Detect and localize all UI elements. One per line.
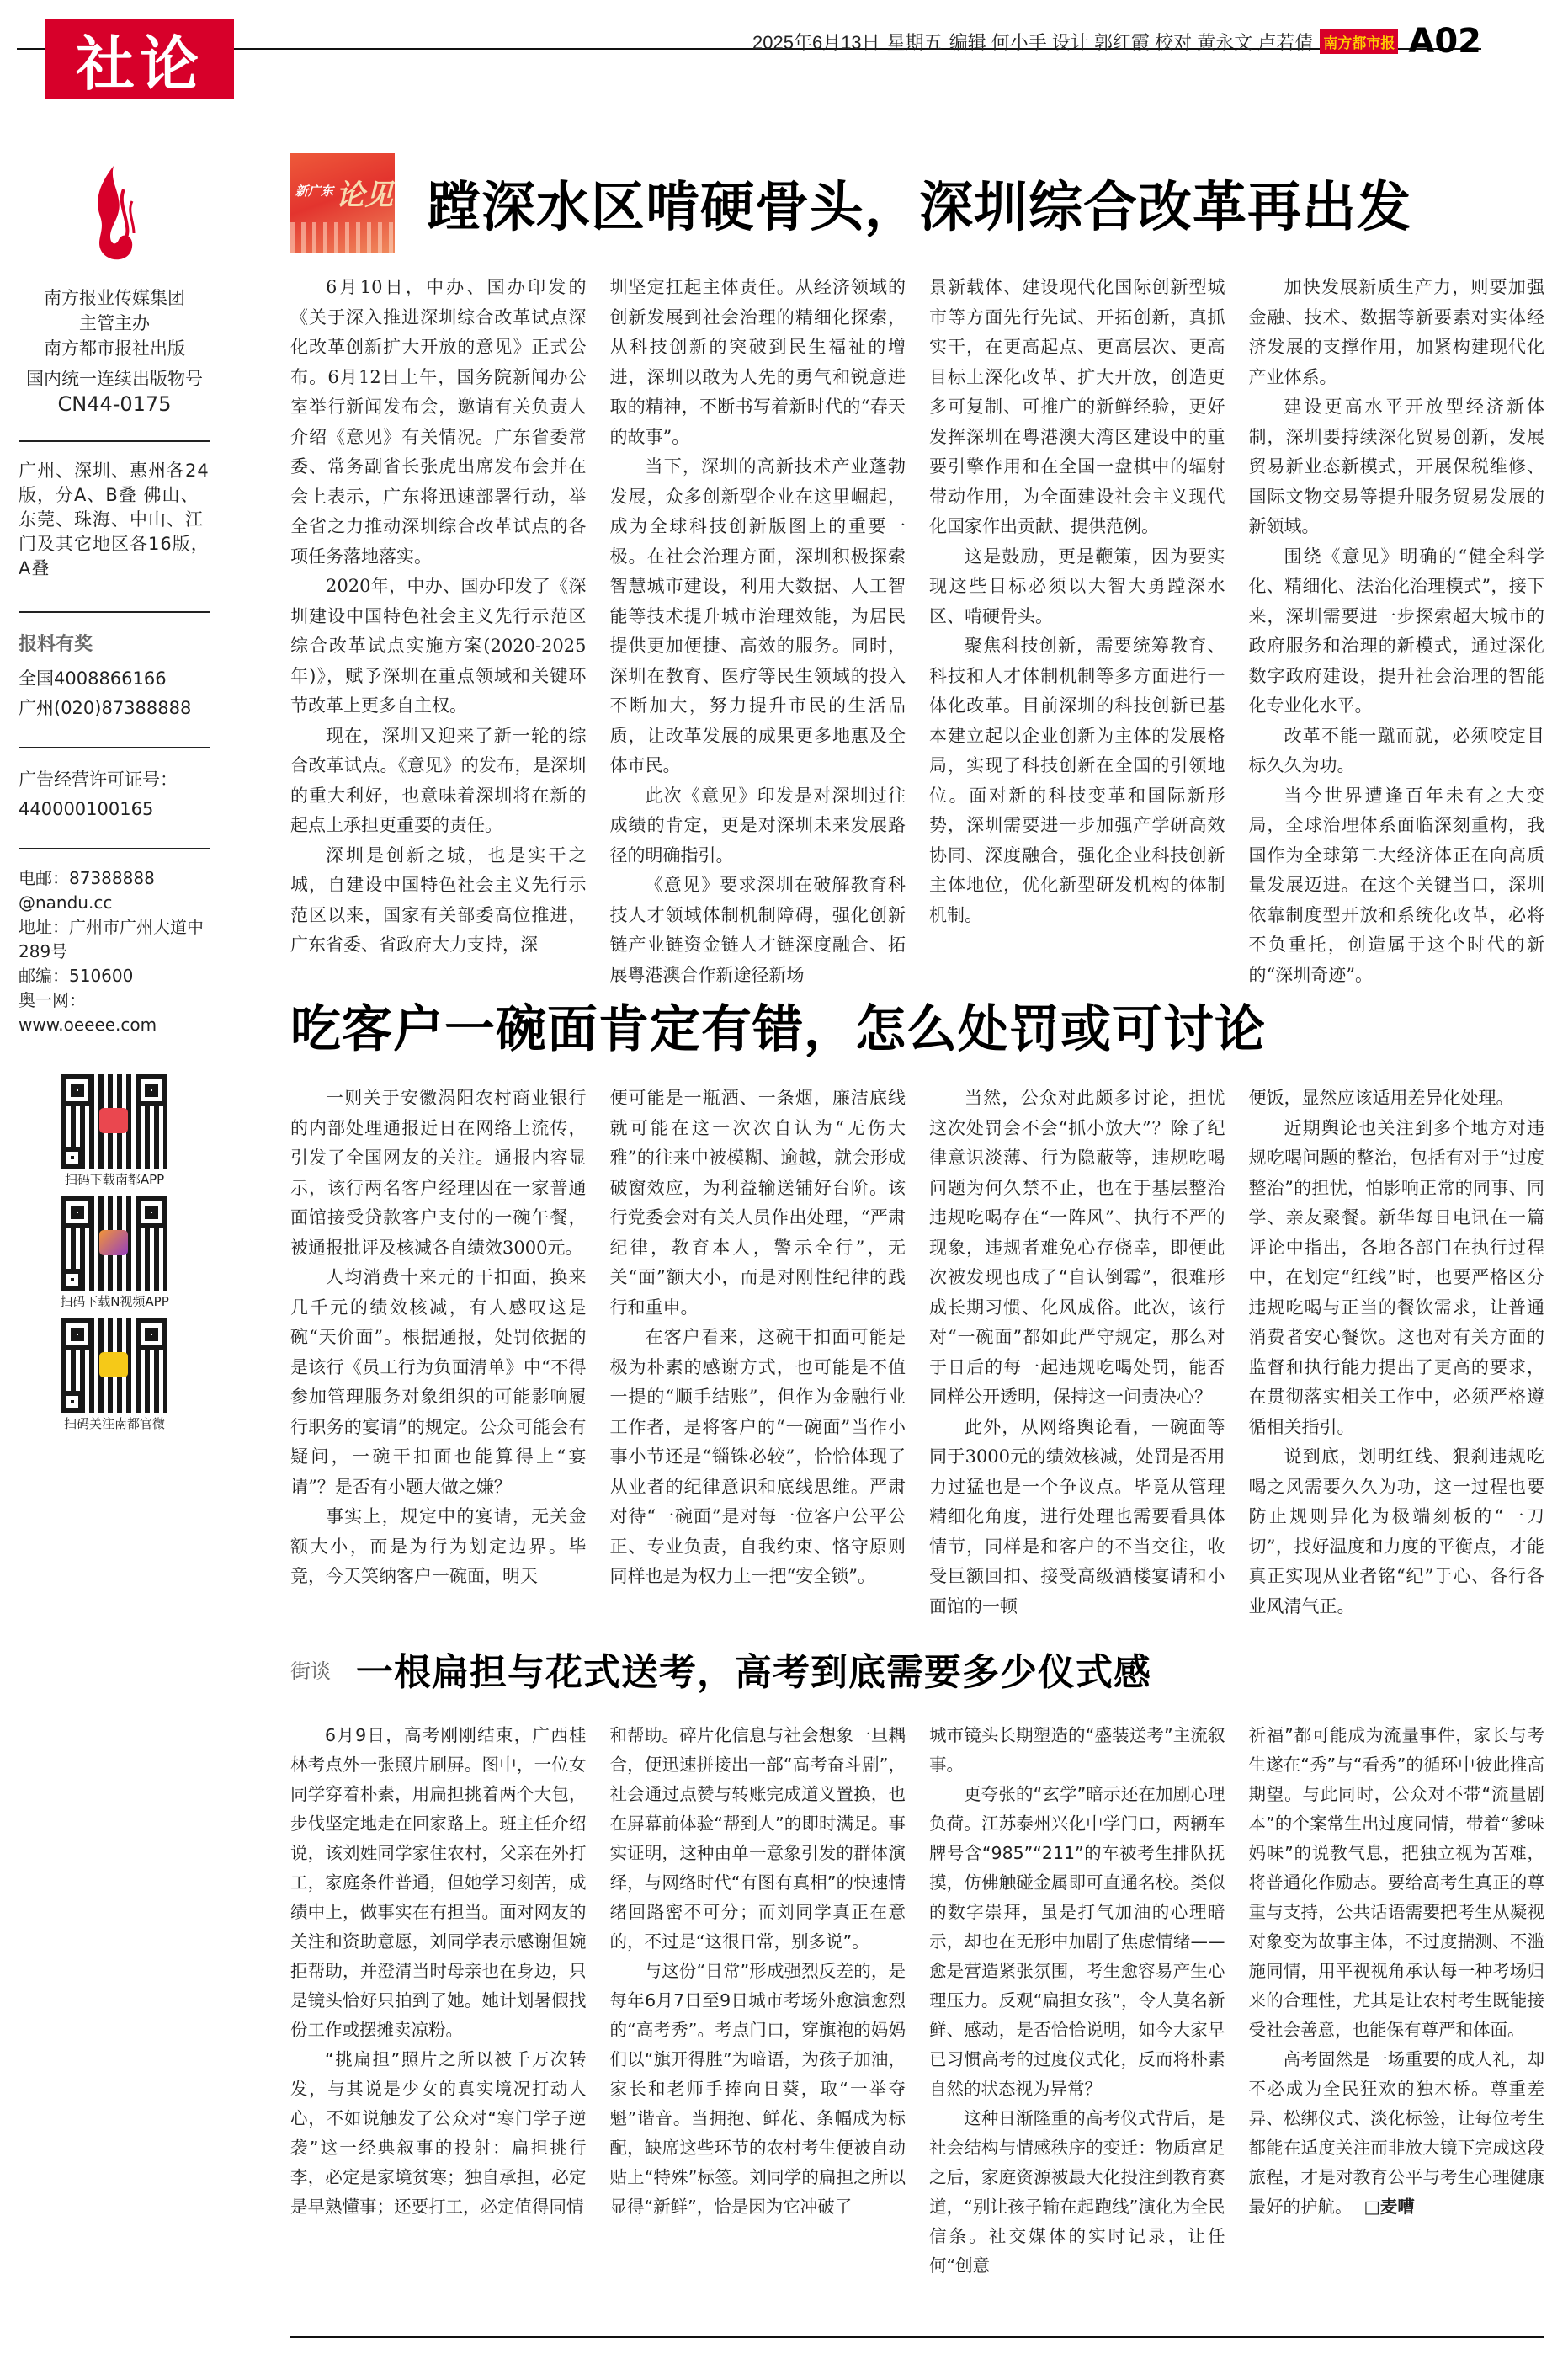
postcode: 邮编：510600	[19, 966, 134, 986]
article-column	[1249, 273, 1545, 990]
issue-weekday: 星期五	[886, 31, 943, 53]
article-headline: 一根扁担与花式送考，高考到底需要多少仪式感	[356, 1651, 1151, 1694]
qr-caption: 扫码下载南都APP	[64, 1172, 165, 1187]
paragraph: 此次《意见》印发是对深圳过往成绩的肯定，更是对深圳未来发展路径的明确指引。	[609, 785, 906, 865]
sidebar-divider	[19, 611, 210, 613]
paragraph: 这是鼓励，更是鞭策，因为要实现这些目标必须以大智大勇蹚深水区、啃硬骨头。	[929, 546, 1225, 626]
article-column	[610, 1721, 906, 2281]
paragraph: 6月9日，高考刚刚结束，广西桂林考点外一张照片刷屏。图中，一位女同学穿着朴素，用扁担挑着两个大包，步伐坚定地走在回家路上。班主任介绍说，该刘姓同学家住农村，父亲在外打工，家庭条件普通，但她学习刻苦，成绩中上，做事实在有担当。面对网友的关注和资助意愿，刘同学表示感谢但婉拒帮助，并澄清当时母亲也在身边，只是镜头恰好只拍到了她。她计划暑假找份工作或摆摊卖凉粉。	[290, 1725, 587, 2040]
article-column	[929, 273, 1225, 990]
article-column	[290, 1721, 587, 2281]
section-badge: 社论	[45, 19, 234, 99]
article-column	[610, 1084, 906, 1622]
page-credits: 编辑 何小手 设计 郭红霞 校对 黄永文 卢若倩	[949, 31, 1314, 53]
paragraph: 说到底，划明红线、狠刹违规吃喝之风需要久久为功，这一过程也要防止规则异化为极端刻板的“一刀切”，找好温度和力度的平衡点，才能真正实现从业者铭“纪”于心、各行各业风清气正。	[1248, 1446, 1544, 1616]
article-headline: 吃客户一碗面肯定有错，怎么处罚或可讨论	[290, 1000, 1266, 1059]
publisher-role: 主管主办	[79, 313, 150, 333]
paragraph: 2020年，中办、国办印发了《深圳建设中国特色社会主义先行示范区综合改革试点实施方案(2020-2025年)》，赋予深圳在重点领域和关键环节改革上更多自主权。	[290, 576, 587, 716]
email-label: 电邮：87388888	[19, 868, 155, 888]
tip-national-phone: 全国4008866166	[19, 668, 167, 689]
bottom-rule	[290, 2336, 1544, 2338]
badge-text: 新广东	[295, 184, 334, 199]
website-link[interactable]: www.oeeee.com	[19, 1015, 157, 1035]
paragraph: 和帮助。碎片化信息与社会想象一旦耦合，便迅速拼接出一部“高考奋斗剧”，社会通过点赞与转账完成道义置换，也在屏幕前体验“帮到人”的即时满足。事实证明，这种由单一意象引发的群体演绎，与网络时代“有图有真相”的快速情绪回路密不可分；而刘同学真正在意的，不过是“这很日常，别多说”。	[609, 1725, 906, 1952]
sidebar-divider	[19, 440, 210, 442]
article-column	[610, 273, 906, 990]
article-body	[290, 1084, 1544, 1622]
qr-code-icon	[61, 1318, 167, 1413]
brand-logo: 南方都市报	[1320, 29, 1398, 54]
paragraph: 更夸张的“玄学”暗示还在加剧心理负荷。江苏泰州兴化中学门口，两辆车牌号含“985”“211”的车被考生排队抚摸，仿佛触碰金属即可直通名校。类似的数字崇拜，虽是打气加油的心理暗示，却也在无形中加剧了焦虑情绪——愈是营造紧张氛围，考生愈容易产生心理压力。反观“扁担女孩”，令人莫名新鲜、感动，是否恰恰说明，如今大家早已习惯高考的过度仪式化，反而将朴素自然的状态视为异常？	[929, 1784, 1225, 2099]
paragraph: 加快发展新质生产力，则要加强金融、技术、数据等新要素对实体经济发展的支撑作用，加紧构建现代化产业体系。	[1248, 277, 1544, 387]
column-badge	[290, 153, 395, 253]
article-bank-noodle	[290, 989, 1544, 1622]
paragraph: 改革不能一蹴而就，必须咬定目标久久为功。	[1248, 725, 1544, 775]
qr-nd-app[interactable]	[60, 1074, 169, 1188]
paragraph: 此外，从网络舆论看，一碗面等同于3000元的绩效核减，处罚是否用力过猛也是一个争议点。毕竟从管理精细化角度，进行处理也需要看具体情节，同样是和客户的不当交往，收受巨额回扣、接受高级酒楼宴请和小面馆的一顿	[929, 1416, 1225, 1616]
article-column	[290, 273, 587, 990]
paragraph: 近期舆论也关注到多个地方对违规吃喝问题的整治，包括有对于“过度整治”的担忧，怕影响正常的同事、同学、亲友聚餐。新华每日电讯在一篇评论中指出，各地各部门在执行过程中，在划定“红线”时，也要严格区分违规吃喝与正当的餐饮需求，让普通消费者安心餐饮。这也对有关方面的监督和执行能力提出了更高的要求，在贯彻落实相关工作中，必须严格遵循相关指引。	[1248, 1117, 1544, 1437]
paragraph: 便可能是一瓶酒、一条烟，廉洁底线就可能在这一次次自认为“无伤大雅”的往来中被模糊、逾越，就会形成破窗效应，为利益输送铺好台阶。该行党委会对有关人员作出处理，“严肃纪律，教育本人，警示全行”，无关“面”额大小，而是对刚性纪律的践行和重申。	[609, 1088, 906, 1318]
paragraph: 高考固然是一场重要的成人礼，却不必成为全民狂欢的独木桥。尊重差异、松绑仪式、淡化标签，让每位考生都能在适度关注而非放大镜下完成这段旅程，才是对教育公平与考生心理健康最好的护航。 □麦嘈	[1248, 2049, 1544, 2217]
paragraph: 建设更高水平开放型经济新体制，深圳要持续深化贸易创新，发展贸易新业态新模式，开展保税维修、国际文物交易等提升服务贸易发展的新领域。	[1248, 397, 1544, 536]
paragraph: 圳坚定扛起主体责任。从经济领域的创新发展到社会治理的精细化探索，从科技创新的突破到民生福祉的增进，深圳以敢为人先的勇气和锐意进取的精神，不断书写着新时代的“春天的故事”。	[609, 277, 906, 447]
article-gaokao-ritual	[290, 1642, 1544, 2281]
news-tip-title: 报料有奖	[19, 634, 93, 655]
qr-caption: 扫码关注南都官微	[63, 1416, 165, 1431]
article-column	[290, 1084, 587, 1622]
paragraph: 当今世界遭逢百年未有之大变局，全球治理体系面临深刻重构，我国作为全球第二大经济体正在向高质量发展迈进。在这个关键当口，深圳依靠制度型开放和系统化改革，必将不负重托，创造属于这个时代的新的“深圳奇迹”。	[1248, 785, 1544, 985]
skyline-icon	[290, 222, 395, 253]
nd-app-icon	[99, 1108, 128, 1133]
nandu-wechat-icon	[99, 1352, 128, 1377]
paragraph: 与这份“日常”形成强烈反差的，是每年6月7日至9日城市考场外愈演愈烈的“高考秀”。考点门口，穿旗袍的妈妈们以“旗开得胜”为暗语，为孩子加油，家长和老师手捧向日葵，取“一举夺魁”谐音。当拥抱、鲜花、条幅成为标配，缺席这些环节的农村考生便被自动贴上“特殊”标签。刘同学的扁担之所以显得“新鲜”，恰是因为它冲破了	[609, 1961, 906, 2217]
qr-caption: 扫码下载N视频APP	[60, 1294, 169, 1309]
website-label: 奥一网：	[19, 990, 86, 1010]
paragraph: 祈福”都可能成为流量事件，家长与考生遂在“秀”与“看秀”的循环中彼此推高期望。与此同时，公众对不带“流量剧本”的个案常生出过度同情，带着“爹味妈味”的说教气息，把独立视为苦难，将普通化作励志。要给高考生真正的尊重与支持，公共话语需要把考生从凝视对象变为故事主体，不过度揣测、不滥施同情，用平视视角承认每一种考场归来的合理性，尤其是让农村考生既能接受社会善意，也能保有尊严和体面。	[1248, 1725, 1544, 2040]
qr-nandu-wechat[interactable]	[60, 1318, 169, 1432]
n-video-icon	[99, 1230, 128, 1255]
publisher-group: 南方报业传媒集团	[44, 288, 185, 308]
paragraph: “挑扁担”照片之所以被千万次转发，与其说是少女的真实境况打动人心，不如说触发了公众对“寒门学子逆袭”这一经典叙事的投射：扁担挑行李，必定是家境贫寒；独自承担，必定是早熟懂事；还要打工，必定值得同情	[290, 2049, 587, 2217]
paragraph: 便饭，显然应该适用差异化处理。	[1248, 1088, 1514, 1108]
qr-code-icon	[61, 1074, 167, 1169]
sidebar-divider	[19, 848, 210, 849]
sidebar	[19, 164, 210, 1441]
article-headline: 蹚深水区啃硬骨头，深圳综合改革再出发	[427, 177, 1411, 239]
sidebar-divider	[19, 747, 210, 748]
issue-date: 2025年6月13日	[752, 31, 880, 53]
ad-license-label: 广告经营许可证号：	[19, 770, 178, 790]
article-shenzhen-reform	[290, 153, 1544, 990]
paragraph: 聚焦科技创新，需要统筹教育、科技和人才体制机制等多方面进行一体化改革。目前深圳的科技创新已基本建立起以企业创新为主体的发展格局，实现了科技创新在全国的引领地位。面对新的科技变革和国际新形势，深圳需要进一步加强产学研高效协同、深度融合，强化企业科技创新主体地位，优化新型研发机构的体制机制。	[929, 636, 1225, 925]
paragraph: 一则关于安徽涡阳农村商业银行的内部处理通报近日在网络上流传，引发了全国网友的关注。通报内容显示，该行两名客户经理因在一家普通面馆接受贷款客户支付的一碗午餐，被通报批评及核减各自绩效3000元。	[290, 1088, 587, 1258]
paragraph: 景新载体、建设现代化国际创新型城市等方面先行先试、开拓创新，真抓实干，在更高起点、更高层次、更高目标上深化改革、扩大开放，创造更多可复制、可推广的新鲜经验，更好发挥深圳在粤港澳大湾区建设中的重要引擎作用和在全国一盘棋中的辐射带动作用，为全面建设社会主义现代化国家作出贡献、提供范例。	[929, 277, 1225, 536]
paragraph: 这种日渐隆重的高考仪式背后，是社会结构与情感秩序的变迁：物质富足之后，家庭资源被最大化投注到教育赛道，“别让孩子输在起跑线”演化为全民信条。社交媒体的实时记录，让任何“创意	[929, 2108, 1225, 2276]
editions-info: 广州、深圳、惠州各24版，分A、B叠 佛山、东莞、珠海、中山、江门及其它地区各16版，A叠	[19, 461, 210, 578]
address: 地址：广州市广州大道中289号	[19, 917, 204, 961]
paragraph: 6月10日，中办、国办印发的《关于深入推进深圳综合改革试点深化改革创新扩大开放的意见》正式公布。6月12日上午，国务院新闻办公室举行新闻发布会，邀请有关负责人介绍《意见》有关情况。广东省委常委、常务副省长张虎出席发布会并在会上表示，广东将迅速部署行动，举全省之力推动深圳综合改革试点的各项任务落地落实。	[290, 277, 587, 567]
page-number: A02	[1408, 22, 1481, 61]
paragraph: 当然，公众对此颇多讨论，担忧这次处罚会不会“抓小放大”？除了纪律意识淡薄、行为隐蔽等，违规吃喝问题为何久禁不止，也在于基层整治违规吃喝存在“一阵风”、执行不严的现象，违规者难免心存侥幸，即便此次被发现也成了“自认倒霉”，很难形成长期习惯、化风成俗。此次，该行对“一碗面”都如此严守规定，那么对于日后的每一起违规吃喝处罚，能否同样公开透明，保持这一问责决心？	[929, 1088, 1225, 1407]
paragraph: 在客户看来，这碗干扣面可能是极为朴素的感谢方式，也可能是不值一提的“顺手结账”，但作为金融行业工作者，是将客户的“一碗面”当作小事小节还是“锱铢必较”，恰恰体现了从业者的纪律意识和底线思维。严肃对待“一碗面”是对每一位客户公平公正、专业负责，自我约束、恪守原则同样也是为权力上一把“安全锁”。	[609, 1327, 906, 1586]
article-column	[1249, 1084, 1545, 1622]
email-domain: @nandu.cc	[19, 892, 113, 913]
article-column	[929, 1084, 1225, 1622]
publisher-press: 南方都市报社出版	[44, 338, 185, 359]
ad-license-number: 440000100165	[19, 799, 154, 819]
paragraph: 深圳是创新之城，也是实干之城，自建设中国特色社会主义先行示范区以来，国家有关部委高位推进，广东省委、省政府大力支持，深	[290, 844, 587, 955]
publisher-info	[19, 285, 210, 361]
paragraph: 人均消费十来元的干扣面，换来几千元的绩效核减，有人感叹这是碗“天价面”。根据通报，处罚依据的是该行《员工行为负面清单》中“不得参加管理服务对象组织的可能影响履行职务的宴请”的规定。公众可能会有疑问，一碗干扣面也能算得上“宴请”？是否有小题大做之嫌？	[290, 1267, 587, 1497]
article-body	[290, 1721, 1544, 2281]
column-tag: 街谈	[290, 1659, 331, 1683]
flame-logo-icon	[85, 164, 144, 265]
article-column	[1249, 1721, 1545, 2281]
paragraph: 事实上，规定中的宴请，无关金额大小，而是为行为划定边界。毕竟，今天笑纳客户一碗面，明天	[290, 1506, 587, 1586]
header-meta	[752, 22, 1481, 61]
author-byline: □麦嘈	[1363, 2197, 1415, 2217]
paragraph: 《意见》要求深圳在破解教育科技人才领域体制机制障碍，强化创新链产业链资金链人才链深度融合、拓展粤港澳合作新途径新场	[609, 875, 906, 985]
issn-code: CN44-0175	[57, 392, 172, 416]
article-body	[290, 273, 1544, 990]
paragraph: 现在，深圳又迎来了新一轮的综合改革试点。《意见》的发布，是深圳的重大利好，也意味着深圳将在新的起点上承担更重要的责任。	[290, 725, 587, 835]
paragraph: 围绕《意见》明确的“健全科学化、精细化、法治化治理模式”，接下来，深圳需要进一步探索超大城市的政府服务和治理的新模式，通过深化数字政府建设，提升社会治理的智能化专业化水平。	[1248, 546, 1544, 716]
paragraph: 当下，深圳的高新技术产业蓬勃发展，众多创新型企业在这里崛起，成为全球科技创新版图上的重要一极。在社会治理方面，深圳积极探索智慧城市建设，利用大数据、人工智能等技术提升城市治理效能，为居民提供更加便捷、高效的服务。同时，深圳在教育、医疗等民生领域的投入不断加大，努力提升市民的生活品质，让改革发展的成果更多地惠及全体市民。	[609, 456, 906, 775]
article-column	[929, 1721, 1225, 2281]
paragraph: 城市镜头长期塑造的“盛装送考”主流叙事。	[929, 1725, 1225, 1775]
qr-n-video-app[interactable]	[60, 1196, 169, 1310]
qr-code-icon	[61, 1196, 167, 1291]
issn-label: 国内统一连续出版物号	[26, 369, 203, 389]
tip-guangzhou-phone: 广州(020)87388888	[19, 698, 192, 718]
badge-title: 论见	[336, 178, 393, 212]
